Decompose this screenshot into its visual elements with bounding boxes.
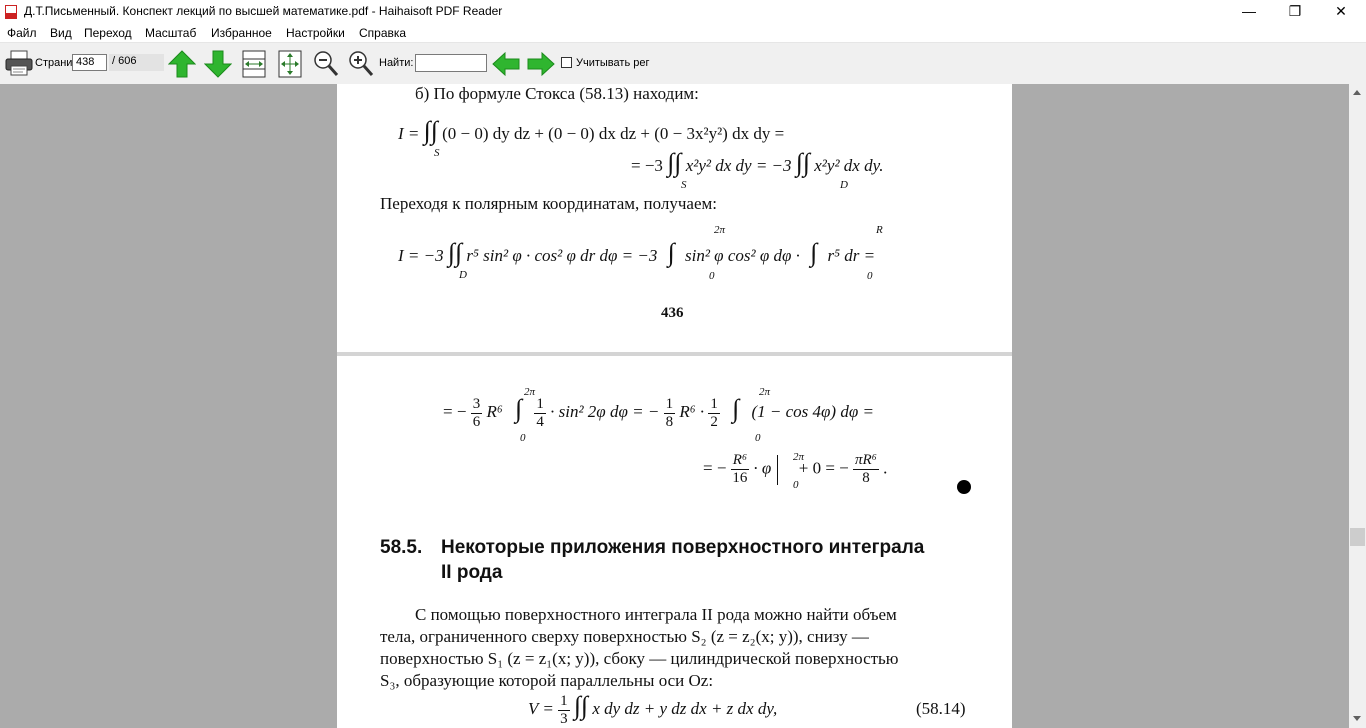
print-icon[interactable] [4, 49, 34, 77]
integral-upper-limit: 2π [759, 386, 771, 398]
equation-line: = − $\frac{\text{R⁶}}{16}$ · φ + 0 = − $\frac{\text{πR⁶}}{8}$ . [703, 452, 888, 486]
vertical-scrollbar[interactable] [1349, 84, 1366, 728]
pdf-page-436 [337, 84, 1012, 352]
menu-view[interactable]: Вид [50, 26, 72, 40]
section-title: Некоторые приложения поверхностного интеграла [441, 537, 925, 558]
paragraph-line: С помощью поверхностного интеграла II рода можно найти объем [415, 605, 897, 624]
equation-line: I = −3 ∫∫ r⁵ sin² φ · cos² φ dr dφ = −3 ∫ sin² φ cos² φ dφ · ∫ r⁵ dr = [398, 238, 876, 267]
menu-go[interactable]: Переход [84, 26, 132, 40]
find-prev-icon[interactable] [491, 51, 521, 77]
page-number: 436 [661, 305, 684, 321]
integral-subscript: S [681, 179, 687, 191]
stokes-heading: б) По формуле Стокса (58.13) находим: [415, 84, 699, 103]
integral-upper-limit: 2π [524, 386, 536, 398]
integral-lower-limit: 0 [709, 270, 715, 282]
page-label: Страни [35, 57, 73, 69]
proof-end-bullet [957, 480, 971, 494]
paragraph-line: S₃, образующие которой параллельны оси Oz: [380, 671, 714, 690]
document-viewer[interactable] [0, 84, 1349, 728]
menu-settings[interactable]: Настройки [286, 26, 345, 40]
equation-number: (58.14) [916, 699, 966, 718]
zoom-out-icon[interactable] [312, 49, 340, 79]
polar-text: Переходя к полярным координатам, получаем: [380, 194, 717, 213]
match-case-label: Учитывать рег [576, 57, 650, 69]
menu-zoom[interactable]: Масштаб [145, 26, 197, 40]
fit-width-icon[interactable] [240, 49, 268, 79]
integral-lower-limit: 0 [755, 432, 761, 444]
paragraph-line: тела, ограниченного сверху поверхностью S₂ (z = z₂(x; y)), снизу — [380, 627, 869, 646]
minimize-button[interactable]: — [1242, 3, 1256, 19]
equation-line: I = ∫∫ (0 − 0) dy dz + (0 − 0) dx dz + (0 − 3x²y²) dx dy = [398, 116, 785, 145]
zoom-in-icon[interactable] [347, 49, 375, 79]
fit-page-icon[interactable] [276, 49, 304, 79]
integral-upper-limit: 2π [714, 224, 726, 236]
page-number-input[interactable]: 438 [72, 54, 107, 71]
menu-file[interactable]: Файл [7, 26, 37, 40]
section-title-continued: II рода [441, 562, 503, 583]
next-page-icon[interactable] [204, 49, 232, 79]
equation-line: = − $\frac{3}{6}$ R⁶ ∫ $\frac{1}{4}$ · sin² 2φ dφ = − $\frac{1}{8}$ R⁶ · $\frac{1}{2}$ ∫ (1 − cos 4φ) dφ = [443, 394, 874, 430]
find-label: Найти: [379, 57, 414, 69]
prev-page-icon[interactable] [168, 49, 196, 79]
section-number: 58.5. [380, 537, 423, 558]
menu-favorites[interactable]: Избранное [211, 26, 272, 40]
equation-line: = −3 ∫∫ x²y² dx dy = −3 ∫∫ x²y² dx dy. [631, 148, 884, 177]
scroll-thumb[interactable] [1350, 528, 1365, 546]
integral-lower-limit: 0 [867, 270, 873, 282]
window-title: Д.Т.Письменный. Конспект лекций по высшей математике.pdf - Haihaisoft PDF Reader [24, 4, 503, 18]
find-input[interactable] [415, 54, 487, 72]
restore-button[interactable]: ❐ [1288, 3, 1302, 19]
scroll-up-icon[interactable] [1353, 90, 1361, 95]
evaluation-upper-limit: 2π [793, 451, 805, 463]
integral-subscript: D [459, 269, 467, 281]
integral-subscript: S [434, 147, 440, 159]
pdf-app-icon [5, 5, 17, 19]
match-case-checkbox[interactable] [561, 57, 572, 68]
close-button[interactable]: ✕ [1335, 3, 1347, 19]
toolbar [0, 42, 1366, 84]
page-total: / 606 [109, 54, 164, 71]
integral-lower-limit: 0 [520, 432, 526, 444]
menu-help[interactable]: Справка [359, 26, 407, 40]
pdf-page-437 [337, 356, 1012, 728]
find-next-icon[interactable] [526, 51, 556, 77]
integral-upper-limit: R [876, 224, 883, 236]
equation-line: V = $\frac{1}{3}$ ∫∫ x dy dz + y dz dx + z dx dy, [528, 691, 778, 727]
integral-subscript: D [840, 179, 848, 191]
scroll-down-icon[interactable] [1353, 716, 1361, 721]
title-bar [0, 0, 1366, 24]
paragraph-line: поверхностью S₁ (z = z₁(x; y)), сбоку — цилиндрической поверхностью [380, 649, 899, 668]
menu-bar [0, 24, 1366, 42]
evaluation-lower-limit: 0 [793, 479, 799, 491]
